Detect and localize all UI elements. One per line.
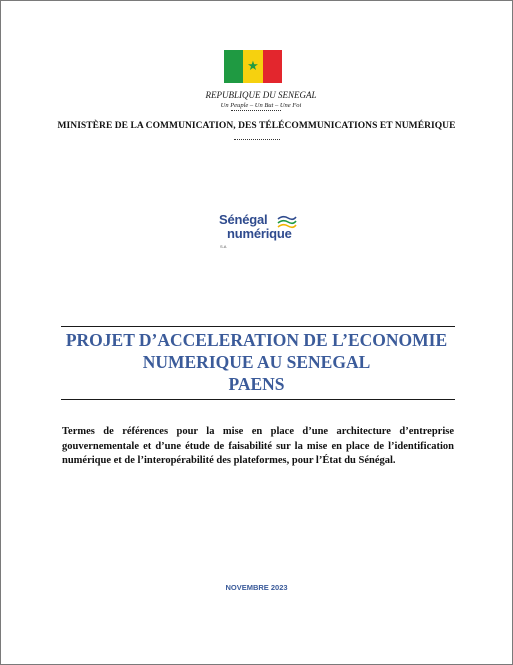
star-icon: ★: [247, 58, 259, 74]
logo-text-senegal: Sénégal: [219, 212, 268, 227]
ministry-name: MINISTÈRE DE LA COMMUNICATION, DES TÉLÉCOMMUNICATIONS ET NUMÉRIQUE: [57, 121, 456, 131]
title-top-rule: [61, 326, 455, 327]
senegal-numerique-logo: [219, 213, 305, 257]
project-acronym: PAENS: [228, 374, 285, 394]
wave-icon: [277, 215, 297, 231]
project-title: [1, 329, 512, 395]
project-title-line2: NUMERIQUE AU SENEGAL: [142, 352, 371, 372]
senegal-flag: [224, 50, 282, 83]
national-motto: Un Peuple – Un But – Une Foi: [220, 102, 302, 109]
flag-band-green: [224, 50, 243, 83]
republic-name: REPUBLIQUE DU SENEGAL: [205, 90, 317, 100]
logo-text-numerique: numérique: [227, 226, 292, 241]
header-separator: [231, 110, 281, 111]
document-date: NOVEMBRE 2023: [225, 583, 288, 592]
flag-band-red: [263, 50, 282, 83]
logo-suffix: S.A: [220, 244, 227, 249]
title-bottom-rule: [61, 399, 455, 400]
ministry-separator: [234, 139, 280, 140]
project-title-line1: PROJET D’ACCELERATION DE L’ECONOMIE: [65, 330, 448, 350]
terms-of-reference-description: Termes de références pour la mise en place d’une architecture d’entreprise gouvernementale et d’une étude de faisabilité sur la mise en place de l’identification numérique et de l’interopérabilité des plateformes, pour l’État du Sénégal.: [62, 426, 454, 466]
